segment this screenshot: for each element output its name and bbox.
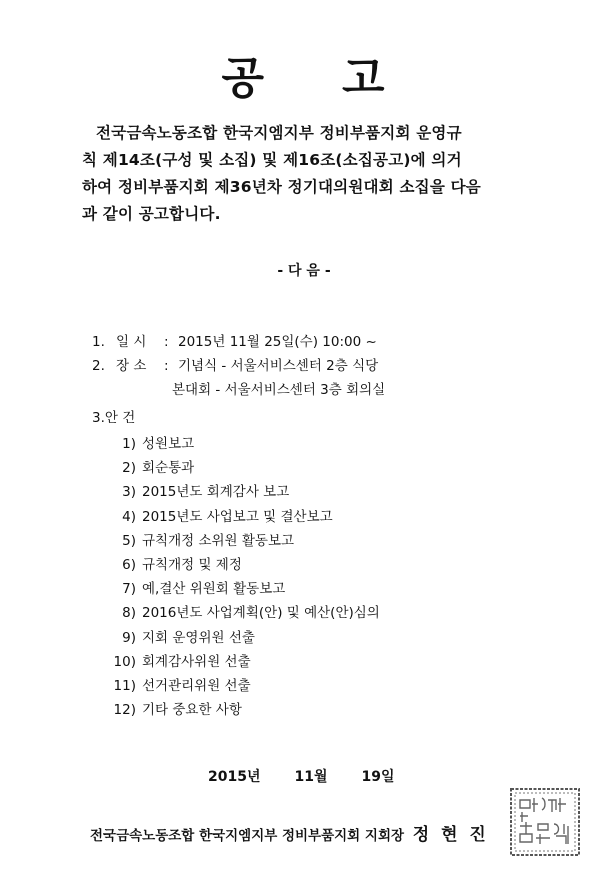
item-label: 안 건 xyxy=(104,410,136,426)
date-month: 11월 xyxy=(294,769,328,785)
agenda-text: 기타 중요한 사항 xyxy=(142,702,242,719)
agenda-text: 성원보고 xyxy=(142,436,195,452)
item-separator: : xyxy=(164,358,169,374)
agenda-index: 8) xyxy=(122,605,136,622)
agenda-item xyxy=(110,698,552,722)
agenda-text: 2015년도 회계감사 보고 xyxy=(142,484,290,501)
item-place-continued: 본대회 - 서울서비스센터 3층 회의실 xyxy=(172,382,386,398)
agenda-index: 10) xyxy=(113,653,136,670)
agenda-index: 5) xyxy=(122,532,136,549)
agenda-item xyxy=(110,577,552,601)
agenda-item xyxy=(110,505,552,529)
agenda-item xyxy=(110,553,552,577)
agenda-index: 1) xyxy=(122,436,136,452)
signature-org: 전국금속노동조합 한국지엠지부 정비부품지회 지회장 xyxy=(90,828,405,844)
agenda-text: 규칙개정 및 제정 xyxy=(142,557,242,574)
item-label: 일 시 xyxy=(116,334,147,350)
agenda-text: 예,결산 위원회 활동보고 xyxy=(142,581,286,598)
item-number: 2. xyxy=(92,358,105,374)
item-value: 2015년 11월 25일(수) 10:00 ~ xyxy=(178,334,377,350)
agenda-text: 규칙개정 소위원 활동보고 xyxy=(142,532,295,549)
date-day: 19일 xyxy=(361,769,395,785)
item-agenda xyxy=(92,406,552,430)
intro-line-2: 칙 제14조(구성 및 소집) 및 제16조(소집공고)에 의거 xyxy=(82,151,462,169)
item-separator: : xyxy=(164,334,169,350)
agenda-index: 12) xyxy=(113,702,136,719)
agenda-text: 회계감사위원 선출 xyxy=(142,653,251,670)
agenda-index: 4) xyxy=(122,508,136,525)
agenda-text: 선거관리위원 선출 xyxy=(142,678,251,695)
intro-line-4: 과 같이 공고합니다. xyxy=(82,205,221,223)
official-seal-icon xyxy=(508,786,582,858)
notice-items xyxy=(92,330,552,722)
notice-date xyxy=(208,766,395,786)
intro-paragraph xyxy=(82,120,558,228)
intro-line-3: 하여 정비부품지회 제36년차 정기대의원대회 소집을 다음 xyxy=(82,178,481,196)
agenda-index: 3) xyxy=(122,484,136,501)
agenda-list xyxy=(92,432,552,722)
agenda-item xyxy=(110,650,552,674)
title-char-1: 공 xyxy=(221,53,266,104)
agenda-item xyxy=(110,601,552,625)
intro-line-1: 전국금속노동조합 한국지엠지부 정비부품지회 운영규 xyxy=(96,124,462,142)
agenda-text: 2016년도 사업계획(안) 및 예산(안)심의 xyxy=(142,605,380,622)
agenda-index: 2) xyxy=(122,460,136,477)
item-number: 1. xyxy=(92,334,105,350)
agenda-item xyxy=(110,674,552,698)
item-place xyxy=(92,354,552,378)
agenda-text: 회순통과 xyxy=(142,460,195,477)
agenda-index: 9) xyxy=(122,629,136,646)
agenda-index: 6) xyxy=(122,557,136,574)
agenda-item xyxy=(110,456,552,480)
agenda-item xyxy=(110,529,552,553)
agenda-item xyxy=(110,480,552,504)
item-number: 3. xyxy=(92,410,105,426)
item-value: 기념식 - 서울서비스센터 2층 식당 xyxy=(178,358,379,374)
item-label: 장 소 xyxy=(116,358,147,374)
signature-name: 정 현 진 xyxy=(412,825,489,845)
signature-line xyxy=(90,820,489,845)
agenda-item xyxy=(110,626,552,650)
date-year: 2015년 xyxy=(208,769,261,785)
agenda-text: 지회 운영위원 선출 xyxy=(142,629,255,646)
page-title xyxy=(0,42,608,106)
section-divider-heading: - 다 음 - xyxy=(277,263,331,279)
agenda-text: 2015년도 사업보고 및 결산보고 xyxy=(142,508,333,525)
agenda-index: 11) xyxy=(113,678,136,695)
title-char-2: 고 xyxy=(342,53,387,104)
agenda-index: 7) xyxy=(122,581,136,598)
item-datetime xyxy=(92,330,552,354)
agenda-item xyxy=(110,432,552,456)
